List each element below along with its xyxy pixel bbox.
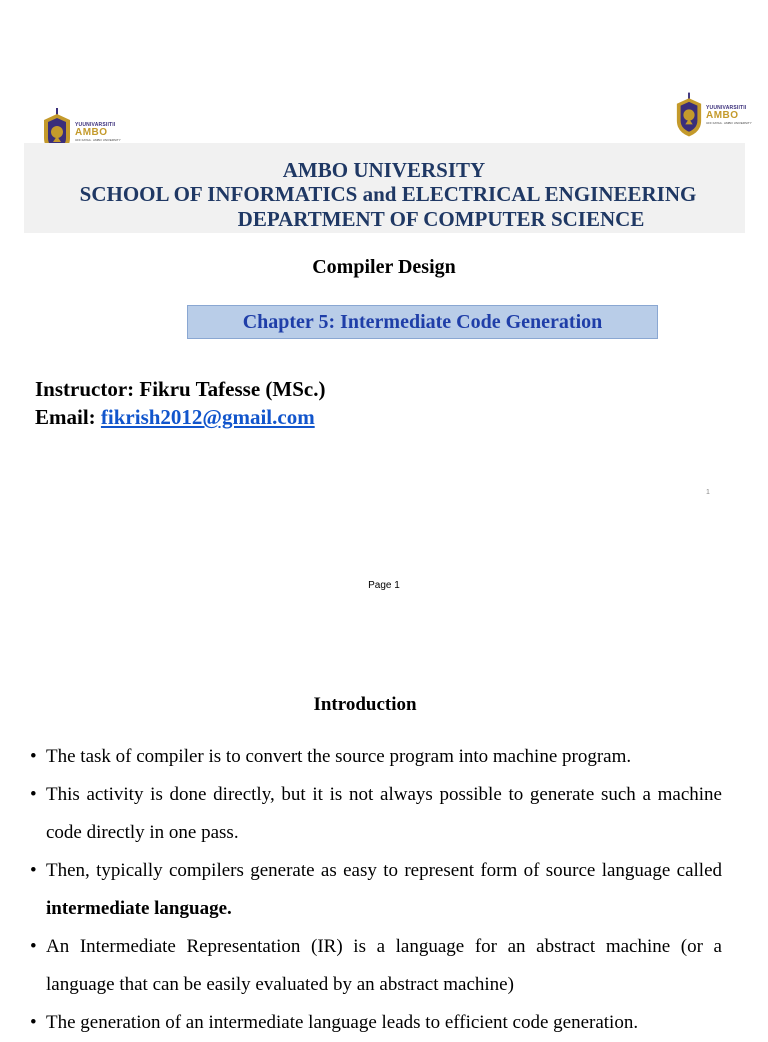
bullet-icon: • (30, 746, 37, 767)
slide-number: 1 (706, 489, 710, 496)
logo-sub-text: UFF FATAA · AMBO UNIVERSITY (75, 137, 121, 142)
bullet-icon: • (30, 860, 37, 881)
logo-top-text: YUUNIVARSIITII (75, 121, 116, 128)
bullet-icon: • (30, 784, 37, 805)
email-label: Email: (35, 405, 101, 429)
university-name: AMBO UNIVERSITY (282, 158, 486, 182)
list-item (30, 776, 722, 852)
logo-main-text: AMBO (706, 109, 739, 121)
logo-top-text: YUUNIVARSIITII (706, 104, 747, 111)
list-item (30, 928, 722, 1004)
bullet-text: Then, typically compilers generate as easy to represent form of source language called (46, 860, 722, 881)
logo-sub-text: UFF FATAA · AMBO UNIVERSITY (706, 120, 752, 125)
ambo-university-logo-right (675, 88, 759, 142)
bullet-text: The generation of an intermediate language leads to efficient code generation. (46, 1012, 639, 1033)
course-title: Compiler Design (312, 256, 456, 278)
introduction-heading: Introduction (313, 694, 417, 715)
instructor-email-line (35, 404, 315, 431)
bullet-icon: • (30, 1012, 37, 1033)
introduction-bullet-list (30, 738, 722, 1042)
bullet-icon: • (30, 936, 37, 957)
bullet-text: An Intermediate Representation (IR) is a language for an abstract machine (or a language that can be easily evaluated by an abstract machine) (46, 936, 722, 995)
logo-main-text: AMBO (75, 126, 108, 138)
page-label: Page 1 (368, 580, 400, 591)
ambo-shield-icon (675, 92, 703, 138)
bullet-text: This activity is done directly, but it is not always possible to generate such a machine code directly in one pass. (46, 784, 722, 843)
email-link[interactable]: fikrish2012@gmail.com (100, 405, 315, 429)
instructor-name: Instructor: Fikru Tafesse (MSc.) (35, 377, 326, 401)
chapter-title: Chapter 5: Intermediate Code Generation (242, 310, 603, 333)
department-name: DEPARTMENT OF COMPUTER SCIENCE (237, 207, 645, 231)
list-item (30, 852, 722, 928)
school-name: SCHOOL OF INFORMATICS and ELECTRICAL ENGINEERING (79, 182, 697, 206)
list-item (30, 1004, 722, 1042)
list-item (30, 738, 722, 776)
bullet-bold-term: intermediate language. (46, 898, 232, 919)
bullet-text: The task of compiler is to convert the source program into machine program. (46, 746, 632, 767)
chapter-title-box (187, 305, 658, 339)
